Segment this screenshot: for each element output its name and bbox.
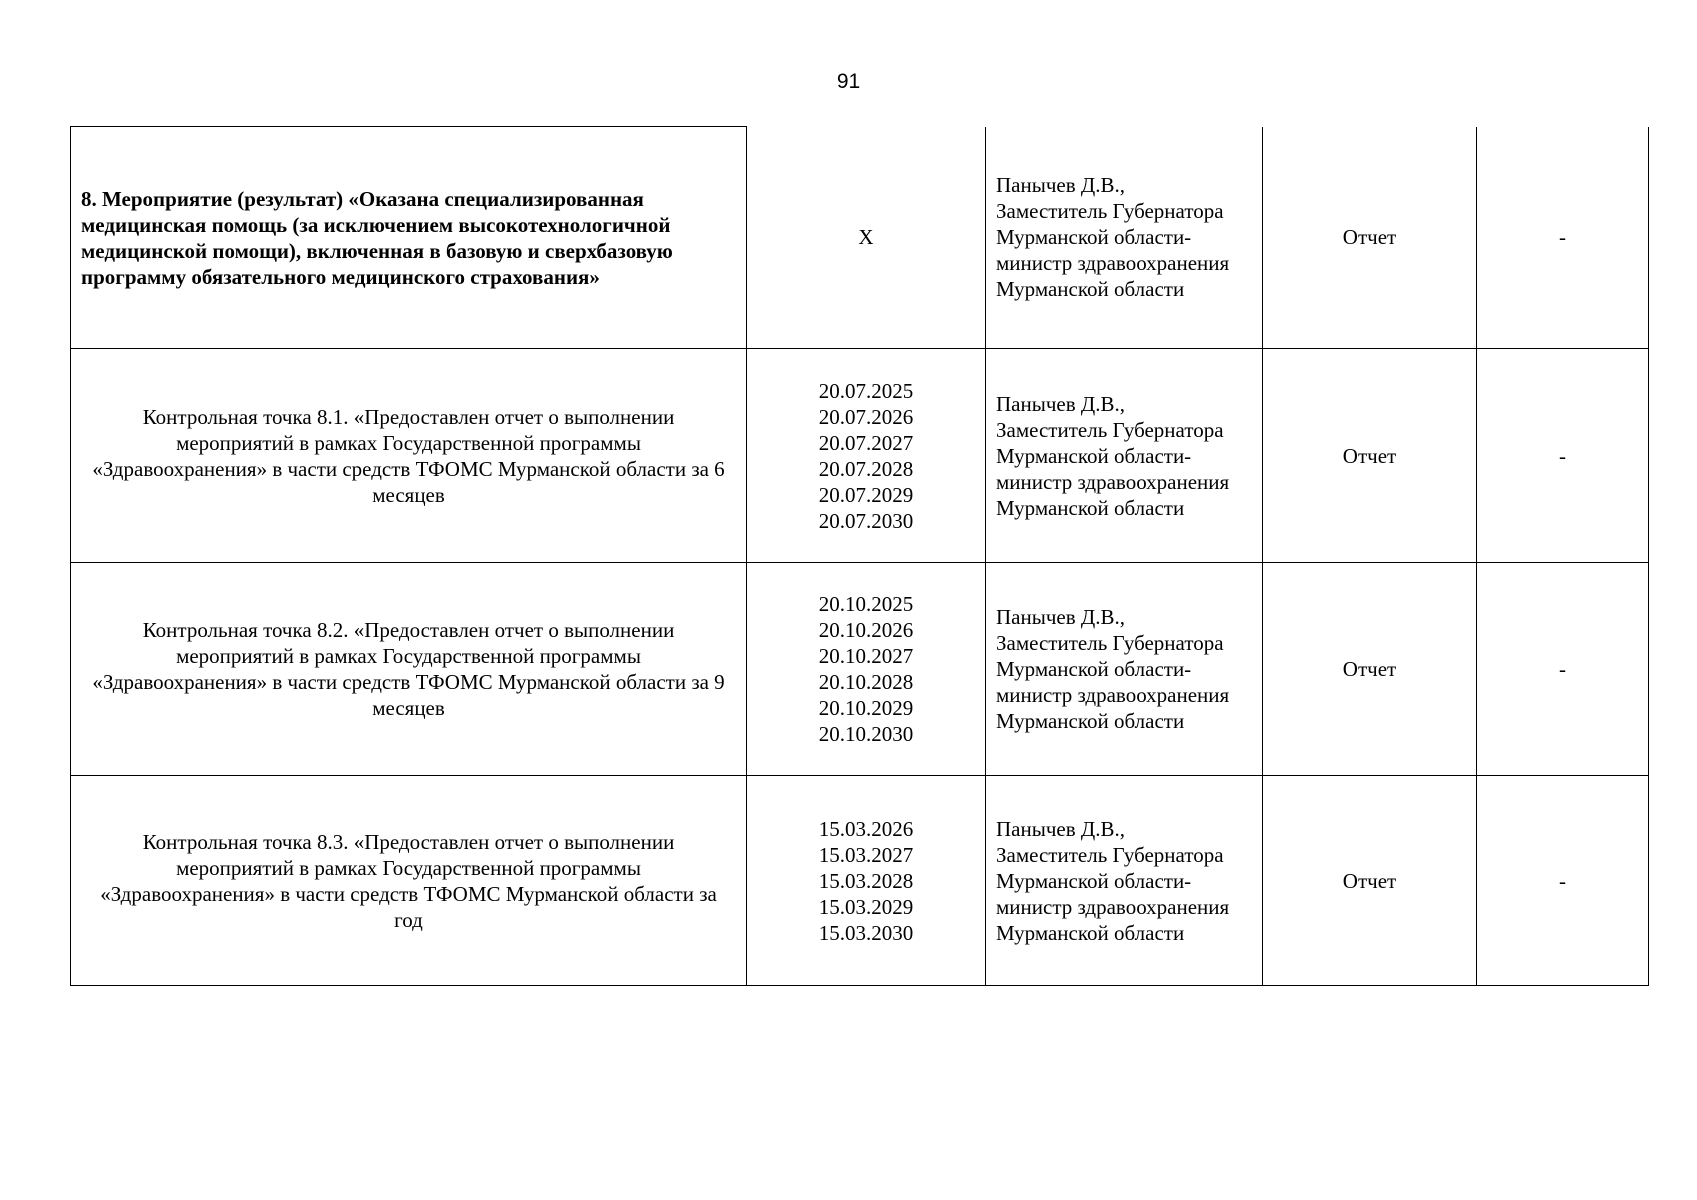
activity-name-cell: 8. Мероприятие (результат) «Оказана специализированная медицинская помощь (за исключением высокотехнологичной медицинской помощи), включенная в базовую и сверхбазовую программу обязательного медицинского страхования» [71,127,747,349]
control-points-table [70,126,1649,986]
responsible-cell: Панычев Д.В., Заместитель Губернатора Мурманской области- министр здравоохранения Мурманской области [986,349,1263,563]
document-type-cell: Отчет [1263,349,1477,563]
document-type-cell: Отчет [1263,776,1477,986]
deadline-cell: 20.10.2025 20.10.2026 20.10.2027 20.10.2028 20.10.2029 20.10.2030 [747,563,986,776]
table-row-checkpoint-8-1 [71,349,1649,563]
deadline-cell: X [747,127,986,349]
responsible-cell: Панычев Д.В., Заместитель Губернатора Мурманской области- министр здравоохранения Мурманской области [986,776,1263,986]
checkpoint-name-cell: Контрольная точка 8.2. «Предоставлен отчет о выполнении мероприятий в рамках Государственной программы «Здравоохранения» в части средств ТФОМС Мурманской области за 9 месяцев [71,563,747,776]
table-row-checkpoint-8-3 [71,776,1649,986]
checkpoint-name-cell: Контрольная точка 8.1. «Предоставлен отчет о выполнении мероприятий в рамках Государственной программы «Здравоохранения» в части средств ТФОМС Мурманской области за 6 месяцев [71,349,747,563]
document-type-cell: Отчет [1263,127,1477,349]
document-type-cell: Отчет [1263,563,1477,776]
table-row-checkpoint-8-2 [71,563,1649,776]
page-number: 91 [836,70,861,93]
info-system-cell: - [1477,776,1649,986]
table-row-activity-8 [71,127,1649,349]
info-system-cell: - [1477,127,1649,349]
deadline-cell: 20.07.2025 20.07.2026 20.07.2027 20.07.2028 20.07.2029 20.07.2030 [747,349,986,563]
checkpoint-name-cell: Контрольная точка 8.3. «Предоставлен отчет о выполнении мероприятий в рамках Государственной программы «Здравоохранения» в части средств ТФОМС Мурманской области за год [71,776,747,986]
responsible-cell: Панычев Д.В., Заместитель Губернатора Мурманской области- министр здравоохранения Мурманской области [986,563,1263,776]
responsible-cell: Панычев Д.В., Заместитель Губернатора Мурманской области- министр здравоохранения Мурманской области [986,127,1263,349]
deadline-cell: 15.03.2026 15.03.2027 15.03.2028 15.03.2029 15.03.2030 [747,776,986,986]
info-system-cell: - [1477,349,1649,563]
info-system-cell: - [1477,563,1649,776]
